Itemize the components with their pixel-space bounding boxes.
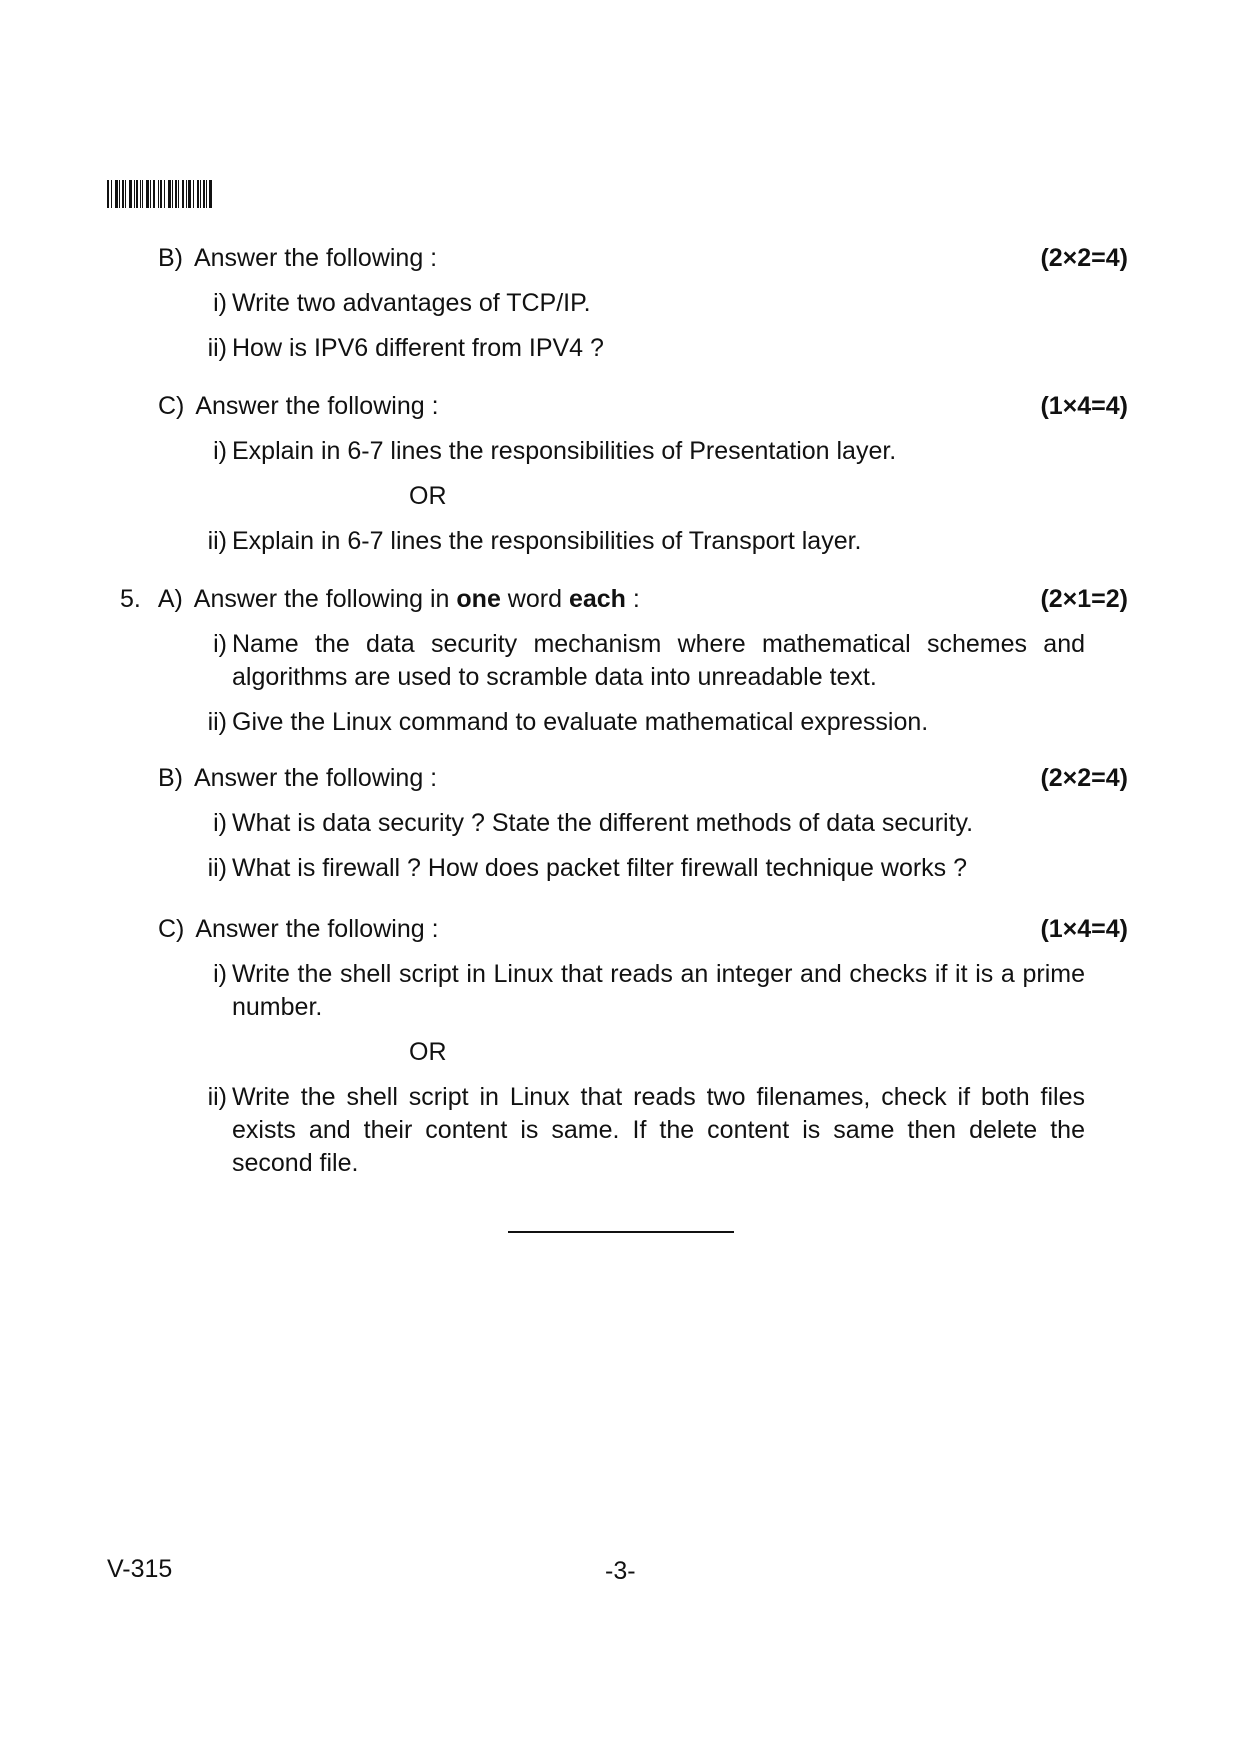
item-number: i) <box>213 630 227 658</box>
q5a-prompt <box>194 585 640 613</box>
item-number: i) <box>213 437 227 465</box>
item-text: Write the shell script in Linux that reads two filenames, check if both files exists and their content is same. If the content is same then delete the second file. <box>232 1083 1085 1177</box>
item-number: i) <box>213 960 227 988</box>
q5a-heading <box>120 583 640 616</box>
q5b-prompt: Answer the following : <box>193 764 438 792</box>
q5a-label: A) <box>157 585 183 613</box>
q5b-heading <box>158 762 437 795</box>
prompt-emphasis: one <box>456 585 501 613</box>
item-number: ii) <box>207 708 227 736</box>
q4c-label: C) <box>158 392 185 420</box>
q5c-marks: (1×4=4) <box>1040 915 1128 943</box>
prompt-emphasis: each <box>568 585 626 613</box>
prompt-text: word <box>500 585 569 613</box>
item-text: Explain in 6-7 lines the responsibilities of Transport layer. <box>232 527 862 555</box>
q4c-prompt: Answer the following : <box>195 392 439 420</box>
item-text: What is firewall ? How does packet filter firewall technique works ? <box>232 854 968 882</box>
page-number: -3- <box>605 1557 636 1585</box>
item-number: ii) <box>207 334 227 362</box>
q5c-label: C) <box>158 915 185 943</box>
q4c-or: OR <box>409 482 447 510</box>
item-number: ii) <box>207 527 227 555</box>
q5c-or: OR <box>409 1038 447 1066</box>
q4c-heading <box>158 390 439 423</box>
paper-code: V-315 <box>107 1555 173 1583</box>
item-text: Give the Linux command to evaluate mathematical expression. <box>232 708 929 736</box>
item-text: Name the data security mechanism where mathematical schemes and algorithms are used to scramble data into unreadable text. <box>232 630 1085 691</box>
q4b-marks: (2×2=4) <box>1040 244 1128 272</box>
item-number: ii) <box>207 1083 227 1111</box>
q5b-label: B) <box>158 764 183 792</box>
q5c-heading <box>158 913 439 946</box>
q4b-heading <box>158 242 437 275</box>
end-divider <box>508 1231 734 1233</box>
item-number: i) <box>213 809 227 837</box>
prompt-text: Answer the following in <box>193 585 457 613</box>
item-text: Explain in 6-7 lines the responsibilities of Presentation layer. <box>232 437 897 465</box>
q5-number: 5. <box>120 585 141 613</box>
item-number: ii) <box>207 854 227 882</box>
prompt-text: : <box>625 585 640 613</box>
q5b-marks: (2×2=4) <box>1040 764 1128 792</box>
item-text: Write the shell script in Linux that reads an integer and checks if it is a prime number. <box>232 960 1085 1021</box>
q4b-prompt: Answer the following : <box>193 244 438 272</box>
q4b-label: B) <box>158 244 183 272</box>
item-text: Write two advantages of TCP/IP. <box>232 289 591 317</box>
q4c-marks: (1×4=4) <box>1040 392 1128 420</box>
barcode-icon <box>107 180 247 208</box>
q5a-marks: (2×1=2) <box>1040 585 1128 613</box>
item-text: How is IPV6 different from IPV4 ? <box>232 334 604 362</box>
item-number: i) <box>213 289 227 317</box>
q5c-prompt: Answer the following : <box>195 915 439 943</box>
item-text: What is data security ? State the different methods of data security. <box>232 809 974 837</box>
